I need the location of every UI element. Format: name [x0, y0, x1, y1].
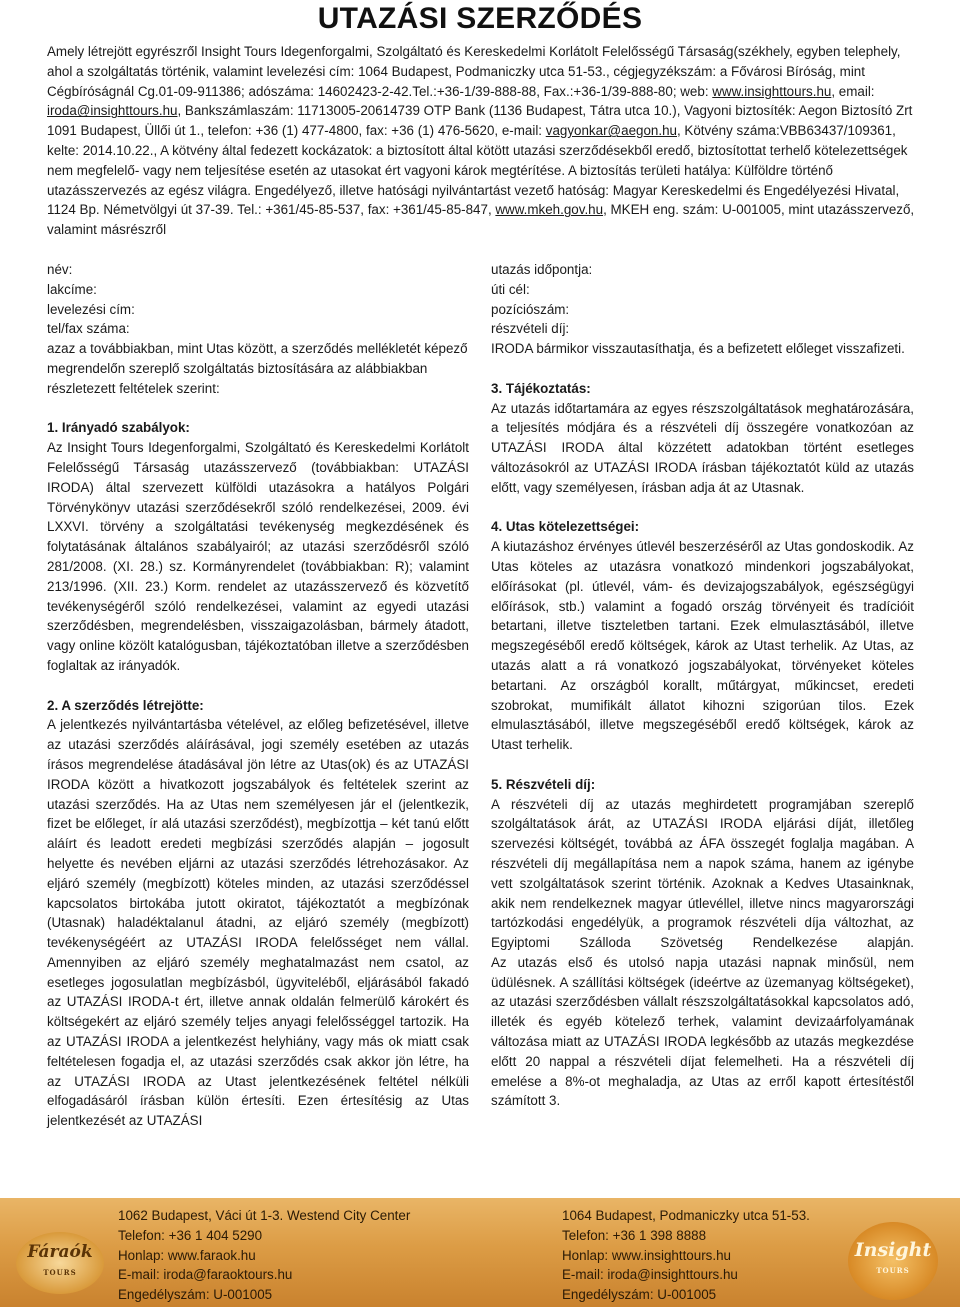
field-position-number-label: pozíciószám: — [491, 301, 570, 317]
section-5-text-a: A részvételi díj az utazás meghirdetett programjában szereplő szolgáltatások árát, az UTAZÁSI IRODA eljárási díját, illetőleg szervezési költségét, továbbá az ÁFA összegét foglalja magában. A részvételi díj megállapítása nem a napok száma, hanem az igénybe vett szolgáltatások szerint történik. Azoknak a Kedves Utasainknak, akik nem rendelkeznek magyar útlevéllel, illetve nincs magyarországi tartózkodási engedélyük, a programok részvételi díja változhat, az Egyiptomi Szálloda Szövetség Rendelkezése alapján. — [491, 796, 914, 951]
insighttours-email-link[interactable]: iroda@insighttours.hu — [47, 103, 178, 119]
intro-text-3: , Bankszámlaszám: 11713005-20614739 OTP Bank (1136 Budapest, Tátra utca 10.), Vagyoni biztosíték: Aegon Biztosító Zrt 1091 Budapest, Üllői út 1., telefon: +36 (1) 477-4800, fax: +36 (1) 476-5620, e-mail: — [47, 103, 913, 139]
customer-fields — [47, 260, 469, 339]
footer-insight-contact — [562, 1206, 810, 1305]
faraok-logo-subtext: TOURS — [43, 1268, 77, 1277]
section-3-title: 3. Tájékoztatás: — [491, 380, 591, 396]
aegon-email-link[interactable]: vagyonkar@aegon.hu — [545, 123, 677, 139]
insight-tours-logo — [848, 1222, 938, 1300]
insight-logo-subtext: TOURS — [876, 1266, 910, 1275]
field-travel-date-label: utazás időpontja: — [491, 262, 593, 277]
section-2-text: A jelentkezés nyilvántartásba vételével, az előleg befizetésével, illetve az utazási szerződés aláírásával, jogi személy esetében az utazás írásos megrendelése átadásával jön létre az Utas(ok) és az UTAZÁSI IRODA között a hivatkozott jogszabályok és feltételek szerint az utazási szerződés. Ha az Utas nem személyesen jár el (jelentkezik, fizet be előleget, ír alá utazási szerződést), megbízottja – két tanú előtt aláírt és leadott eredeti megbízási szerződés alapján – jogosult helyette és nevében eljárni az utazási szerződés létrehozásakor. Az eljáró személy (megbízott) köteles minden, az utazási szerződéssel kapcsolatos birtokába jutott okiratot, tájékoztatót a megbízónak (Utasnak) haladéktalanul átadni, az eljáró személy (megbízott) tevékenységéért az UTAZÁSI IRODA felelősséget nem vállal. Amennyiben az eljáró személy meghatalmazást nem csatol, az esetleges jogosulatlan megbízásból, ügyviteléből, eljárásából fakadó az UTAZÁSI IRODA-t ért, illetve annak oldalán felmerülő károkért és költségekért az eljáró személy teljes anyagi felelősséggel tartozik. Ha az UTAZÁSI IRODA a jelentkezést helyhiány, vagy más ok miatt csak feltételesen fogadja el, az utazási szerződés csak akkor jön létre, ha az UTAZÁSI IRODA az Utast jelentkezésének feltétel nélküli elfogadásáról írásban külön értesíti. Ezen értesítésig az Utas jelentkezését az UTAZÁSI — [47, 717, 469, 1129]
insight-license: Engedélyszám: U-001005 — [562, 1287, 717, 1303]
section-3-text: Az utazás időtartamára az egyes részszolgáltatások meghatározására, a teljesítés módjára és a részvételi díj összegére vonatkozóan az UTAZÁSI IRODA által közzétett adatokban történt esetleges változásokról az UTAZÁSI IRODA írásban tájékoztatót küld az utazás előtt, vagy személyesen, írásban adja át az Utasnak. — [491, 400, 914, 495]
preamble-text: azaz a továbbiakban, mint Utas között, a szerződés mellékletét képező megrendelőn szereplő szolgáltatás biztosítására az alábbiakban részletezett feltételek szerint: — [47, 341, 468, 396]
field-destination-label: úti cél: — [491, 281, 530, 297]
intro-text-1: Amely létrejött egyrészről Insight Tours Idegenforgalmi, Szolgáltató és Kereskedelmi Korlátolt Felelősségű Társaság(székhely, egyben telephely, ahol a szolgáltatás történik, valamint levelezési cím: 1064 Budapest, Podmaniczky utca 51-53., cégjegyzékszám: a Fővárosi Bíróság, mint Cégbíróságnál Cg.01-09-911386; adószáma: 14602423-2-42.Tel.:+36-1/39-888-88, Fax.:+36-1/39-888-80; web: — [47, 44, 901, 99]
field-name-label: név: — [47, 262, 73, 277]
contract-intro — [47, 42, 915, 240]
intro-text-4: , Kötvény száma:VBB63437/109361, kelte: 2014.10.22., A kötvény által fedezett kockázatok: a biztosított által kötött utazási szerződésekből eredő, biztosítottat terhelő kötelezettségek nem megfelelő- vagy nem teljesítése esetén az utasokat ért vagyoni károk megtérítése. A biztosítás területi hatálya: Külföldre történő utazásszervezés az egész világra. Engedélyező, illetve hatósági nyilvántartást vezető hatóság: Magyar Kereskedelmi és Engedélyezési Hivatal, 1124 Bp. Németvölgyi út 37-39. Tel.: +361/45-85-537, fax: +361/45-85-847, — [47, 123, 908, 218]
insight-address: 1064 Budapest, Podmaniczky utca 51-53. — [562, 1208, 810, 1223]
field-address-label: lakcíme: — [47, 281, 97, 297]
insighttours-web-link[interactable]: www.insighttours.hu — [712, 83, 832, 99]
faraok-email[interactable]: E-mail: iroda@faraoktours.hu — [118, 1267, 293, 1283]
mkeh-web-link[interactable]: www.mkeh.gov.hu — [495, 202, 604, 218]
faraok-website[interactable]: Honlap: www.faraok.hu — [118, 1247, 256, 1263]
section-5-text-b: Az utazás első és utolsó napja utazási napnak minősül, nem üdülésnek. A szállítási költségek (ideértve az üzemanyag költségeket), az utazási szerződésben vállalt részszolgáltatásokkal kapcsolatos adó, illeték és egyéb kötelező terhek, valamint devizaárfolyamának változása miatt az UTAZÁSI IRODA legkésőbb az utazás megkezdése előtt 20 nappal a részvételi díjat felemelheti. Ha a részvételi díj emelése a 8%-ot meghaladja, az Utas az erről kapott értesítéstől számított 3. — [491, 954, 914, 1109]
faraok-address: 1062 Budapest, Váci út 1-3. Westend City Center — [118, 1208, 411, 1223]
section-4-text: A kiutazáshoz érvényes útlevél beszerzéséről az Utas gondoskodik. Az Utas köteles az utazásra vonatkozó mindenkori jogszabályokat, előírásokat (pl. útlevél, vám- és devizajogszabályok, egészségügyi előírások, stb.) valamint a fogadó ország törvényeit és tradícióit betartani, illetve tiszteletben tartani. Ezek elmulasztásából, illetve megszegéséből eredő költségek, károk az Utast terhelik. Az Utas, az utazás alatt a rá vonatkozó jogszabályokat, törvényeket köteles betartani. Az országból korallt, műtárgyat, műkincset, eredeti szobrokat, mumifikált állatot kihozni szigorúan tilos. Ezek elmulasztásából, illetve megszegéséből eredő költségek, károk az Utast terhelik. — [491, 539, 914, 753]
intro-text-5: , MKEH eng. szám: U-001005, mint utazásszervező, valamint másrészről — [47, 202, 915, 238]
right-column — [491, 260, 914, 1111]
section-1-title: 1. Irányadó szabályok: — [47, 420, 190, 436]
document-title: UTAZÁSI SZERZŐDÉS — [317, 2, 643, 35]
field-mail-address-label: levelezési cím: — [47, 301, 135, 317]
section-5-title: 5. Részvételi díj: — [491, 776, 596, 792]
insight-website[interactable]: Honlap: www.insighttours.hu — [562, 1247, 731, 1263]
insight-logo-text: Insight — [854, 1239, 932, 1262]
faraok-logo-text: Fáraók — [27, 1242, 93, 1263]
footer-faraok-contact — [118, 1206, 410, 1305]
field-telfax-label: tel/fax száma: — [47, 321, 130, 337]
left-column — [47, 260, 469, 1131]
trip-fields — [491, 260, 914, 339]
section-1-text: Az Insight Tours Idegenforgalmi, Szolgáltató és Kereskedelmi Korlátolt Felelősségű Társaság utazásszervező (továbbiakban: UTAZÁSI IRODA) által szervezett külföldi utazásokra a hatályos Polgári Törvénykönyv utazási szerződésekről szóló rendelkezései, 2009. évi LXXVI. törvény a szolgáltatási tevékenység megkezdésének és folytatásának általános szabályairól; az utazási szerződésről szóló 281/2008. (XI. 28.) sz. Kormányrendelet (továbbiakban: R); valamint 213/1996. (XII. 23.) Korm. rendelet az utazásszervező és közvetítő tevékenységéről szóló rendelkezései, valamint az egyedi utazási szerződésben, megrendelésben, visszaigazolásban, bármely átadott, vagy online közölt katalógusban, tájékoztatóban illetve a szerződésben foglaltak az irányadók. — [47, 440, 469, 673]
footer-bar — [0, 1198, 960, 1307]
faraok-phone: Telefon: +36 1 404 5290 — [118, 1227, 263, 1243]
insight-email[interactable]: E-mail: iroda@insighttours.hu — [562, 1267, 738, 1283]
intro-text-2: , email: — [831, 83, 875, 99]
field-price-label: részvételi díj: — [491, 321, 570, 337]
faraok-tours-logo — [16, 1232, 104, 1294]
section-2-title: 2. A szerződés létrejötte: — [47, 697, 204, 713]
section-2-continuation: IRODA bármikor visszautasíthatja, és a befizetett előleget visszafizeti. — [491, 341, 905, 357]
insight-phone: Telefon: +36 1 398 8888 — [562, 1227, 707, 1243]
section-4-title: 4. Utas kötelezettségei: — [491, 519, 640, 535]
faraok-license: Engedélyszám: U-001005 — [118, 1287, 273, 1303]
